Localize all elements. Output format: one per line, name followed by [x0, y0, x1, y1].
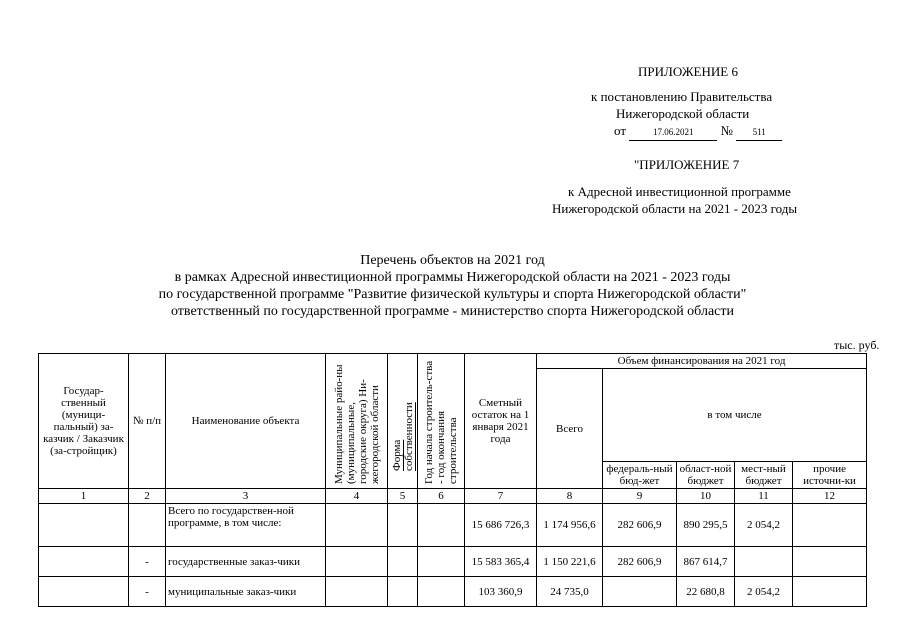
cell-federal: 282 606,9	[603, 504, 677, 547]
cell-customer	[39, 577, 129, 607]
cell-object-name: муниципальные заказ-чики	[166, 577, 326, 607]
header-financing: Объем финансирования на 2021 год	[537, 354, 867, 369]
cell-federal	[603, 577, 677, 607]
title-line-1: Перечень объектов на 2021 год	[360, 253, 545, 268]
column-number: 1	[39, 489, 129, 504]
cell-years	[418, 504, 465, 547]
cell-municipal	[326, 577, 388, 607]
column-numbers-row	[39, 489, 867, 504]
cell-years	[418, 547, 465, 577]
title-line-3: по государственной программе "Развитие физической культуры и спорта Нижегородской области"	[158, 287, 747, 302]
column-number: 12	[793, 489, 867, 504]
table-row	[39, 577, 867, 607]
cell-customer	[39, 504, 129, 547]
cell-ownership	[388, 504, 418, 547]
cell-regional: 867 614,7	[677, 547, 735, 577]
cell-total: 1 174 956,6	[537, 504, 603, 547]
header-years-cell	[418, 354, 465, 489]
column-number: 11	[735, 489, 793, 504]
cell-balance: 15 583 365,4	[465, 547, 537, 577]
cell-local: 2 054,2	[735, 504, 793, 547]
cell-num: -	[129, 577, 166, 607]
column-number: 9	[603, 489, 677, 504]
cell-federal: 282 606,9	[603, 547, 677, 577]
cell-other	[793, 547, 867, 577]
header-customer: Государ-ственный (муници-пальный) за-казчик / Заказчик (за-стройщик)	[39, 354, 129, 489]
column-number: 5	[388, 489, 418, 504]
program-years-text: Нижегородской области на 2021 - 2023 годы	[552, 201, 798, 216]
column-number: 3	[166, 489, 326, 504]
to-resolution-text: к постановлению Правительства	[591, 89, 773, 104]
header-years: Год начала строитель-ства - год окончания строительства	[423, 360, 459, 484]
to-program-text: к Адресной инвестиционной программе	[568, 184, 791, 199]
cell-municipal	[326, 547, 388, 577]
cell-object-name: Всего по государствен-ной программе, в том числе:	[166, 504, 326, 547]
objects-table	[38, 353, 867, 607]
header-municipal: Муниципальные райо-ны (муниципальные, городские округа) Ни-жегородской области	[332, 364, 381, 484]
header-num: № п/п	[129, 354, 166, 489]
header-federal: федераль-ный бюд-жет	[603, 462, 677, 489]
column-number: 8	[537, 489, 603, 504]
cell-balance: 103 360,9	[465, 577, 537, 607]
header-including: в том числе	[603, 369, 867, 462]
cell-customer	[39, 547, 129, 577]
document-title	[0, 252, 905, 320]
title-line-4: ответственный по государственной программе - министерство спорта Нижегородской области	[170, 304, 734, 319]
resolution-date: 17.06.2021	[629, 125, 717, 141]
title-line-2: в рамках Адресной инвестиционной программы Нижегородской области на 2021 - 2023 годы	[174, 270, 731, 285]
column-number: 10	[677, 489, 735, 504]
cell-years	[418, 577, 465, 607]
header-ownership-cell	[388, 354, 418, 489]
column-number: 7	[465, 489, 537, 504]
resolution-number: 511	[736, 125, 782, 141]
cell-other	[793, 577, 867, 607]
cell-object-name: государственные заказ-чики	[166, 547, 326, 577]
cell-local	[735, 547, 793, 577]
column-number: 4	[326, 489, 388, 504]
appendix-7-label: "ПРИЛОЖЕНИЕ 7	[634, 157, 740, 172]
cell-total: 1 150 221,6	[537, 547, 603, 577]
cell-ownership	[388, 547, 418, 577]
table-row	[39, 547, 867, 577]
number-label: №	[720, 123, 733, 138]
cell-balance: 15 686 726,3	[465, 504, 537, 547]
header-local: мест-ный бюджет	[735, 462, 793, 489]
header-total: Всего	[537, 369, 603, 489]
region-text: Нижегородской области	[616, 106, 750, 121]
header-ownership: Форма собственности	[390, 402, 415, 471]
appendix-6-label: ПРИЛОЖЕНИЕ 6	[638, 64, 738, 79]
cell-num: -	[129, 547, 166, 577]
cell-regional: 890 295,5	[677, 504, 735, 547]
from-label: от	[614, 123, 627, 138]
cell-num	[129, 504, 166, 547]
header-regional: област-ной бюджет	[677, 462, 735, 489]
header-object-name: Наименование объекта	[166, 354, 326, 489]
cell-total: 24 735,0	[537, 577, 603, 607]
cell-municipal	[326, 504, 388, 547]
header-other: прочие источни-ки	[793, 462, 867, 489]
header-municipal-cell	[326, 354, 388, 489]
header-balance: Сметный остаток на 1 января 2021 года	[465, 354, 537, 489]
cell-regional: 22 680,8	[677, 577, 735, 607]
resolution-date-line	[614, 123, 782, 141]
column-number: 6	[418, 489, 465, 504]
column-number: 2	[129, 489, 166, 504]
cell-ownership	[388, 577, 418, 607]
table-row	[39, 504, 867, 547]
cell-other	[793, 504, 867, 547]
cell-local: 2 054,2	[735, 577, 793, 607]
units-label: тыс. руб.	[834, 338, 880, 352]
